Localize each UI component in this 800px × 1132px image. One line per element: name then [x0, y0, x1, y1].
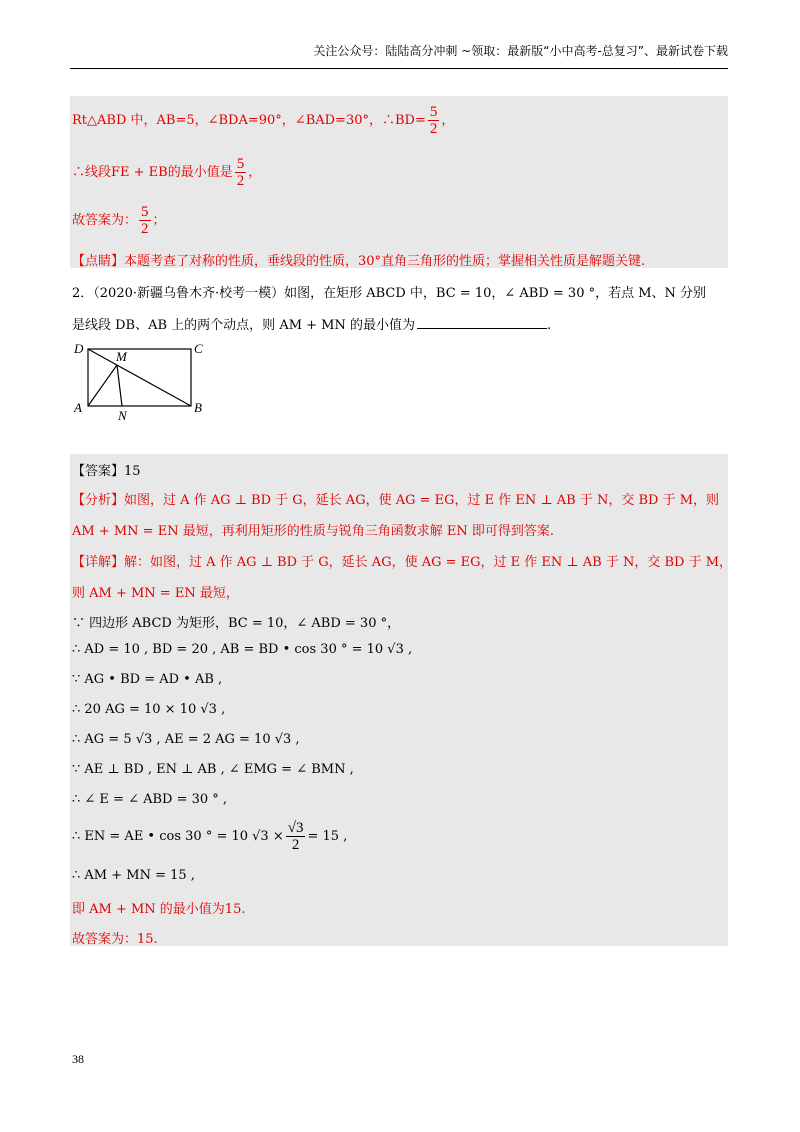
detail-line-7: ∴ AG = 5 √3 , AE = 2 AG = 10 √3 ,: [72, 732, 300, 747]
fraction: $\frac{5}{2}$: [236, 156, 245, 189]
key-point-line: 【点睛】本题考查了对称的性质，垂线段的性质，30°直角三角形的性质；掌握相关性质是解题关键.: [72, 254, 646, 269]
detail-line-11: ∴ AM + MN = 15 ,: [72, 868, 195, 883]
label-d: D: [74, 341, 84, 356]
analysis-line-2: AM + MN = EN 最短，再利用矩形的性质与锐角三角函数求解 EN 即可得到答案.: [72, 524, 554, 539]
header-divider: [70, 68, 728, 69]
detail-line-3: ∵ 四边形 ABCD 为矩形，BC = 10，∠ ABD = 30 °，: [72, 616, 401, 631]
page-header: 关注公众号：陆陆高分冲刺 ~领取：最新版“小中高考-总复习”、最新试卷下载: [313, 44, 728, 58]
solution-line-2: ∴线段FE + EB的最小值是 $\frac{5}{2}$ ，: [72, 156, 262, 189]
detail-line-12: 即 AM + MN 的最小值为15.: [72, 902, 246, 917]
analysis-line-1: 【分析】如图，过 A 作 AG ⊥ BD 于 G，延长 AG，使 AG = EG，过 E 作 EN ⊥ AB 于 N，交 BD 于 M，则: [72, 493, 720, 508]
final-answer-line: 故答案为：15.: [72, 932, 158, 947]
label-n: N: [118, 408, 127, 423]
segment-mn: [117, 365, 122, 406]
detail-line-5: ∵ AG • BD = AD • AB ,: [72, 672, 223, 687]
problem-2-statement-cont: 是线段 DB、AB 上的两个动点，则 AM + MN 的最小值为 .: [72, 318, 552, 333]
solution-text: Rt△ABD 中，AB=5，∠BDA=90°，∠BAD=30°，∴BD=: [72, 113, 426, 128]
segment-am: [88, 365, 117, 406]
fraction: $\frac{5}{2}$: [429, 104, 438, 137]
solution-line-3: 故答案为： $\frac{5}{2}$ ；: [72, 204, 166, 237]
answer-blank: [417, 328, 547, 329]
label-c: C: [194, 341, 203, 356]
answer-label: 故答案为：: [72, 213, 138, 228]
detail-line-2: 则 AM + MN = EN 最短，: [72, 586, 239, 601]
page-number: 38: [72, 1052, 84, 1066]
label-b: B: [194, 400, 202, 415]
fraction: $\frac{√3}{2}$: [287, 820, 304, 853]
problem-2-statement: 2．（2020·新疆乌鲁木齐·校考一模）如图，在矩形 ABCD 中，BC = 10，∠ ABD = 30 °，若点 M、N 分别: [72, 286, 707, 301]
solution-text: ∴线段FE + EB的最小值是: [72, 165, 233, 180]
detail-line-9: ∴ ∠ E = ∠ ABD = 30 ° ,: [72, 792, 228, 807]
detail-line-10: ∴ EN = AE • cos 30 ° = 10 √3 × $\frac{√3}{2}$ = 15 ,: [72, 820, 348, 853]
detail-line-4: ∴ AD = 10 , BD = 20 , AB = BD • cos 30 ° = 10 √3 ,: [72, 642, 413, 657]
detail-line-6: ∴ 20 AG = 10 × 10 √3 ,: [72, 702, 226, 717]
rectangle-figure: [70, 335, 220, 425]
diagonal-bd: [88, 349, 191, 406]
detail-line-8: ∵ AE ⊥ BD , EN ⊥ AB , ∠ EMG = ∠ BMN ,: [72, 762, 354, 777]
answer-line: 【答案】15: [72, 464, 141, 479]
label-a: A: [74, 400, 82, 415]
detail-line-1: 【详解】解：如图，过 A 作 AG ⊥ BD 于 G，延长 AG，使 AG = EG，过 E 作 EN ⊥ AB 于 N，交 BD 于 M，: [72, 555, 733, 570]
solution-line-1: Rt△ABD 中，AB=5，∠BDA=90°，∠BAD=30°，∴BD= $\frac{5}{2}$ ，: [72, 104, 455, 137]
fraction: $\frac{5}{2}$: [141, 204, 149, 237]
label-m: M: [116, 349, 127, 364]
